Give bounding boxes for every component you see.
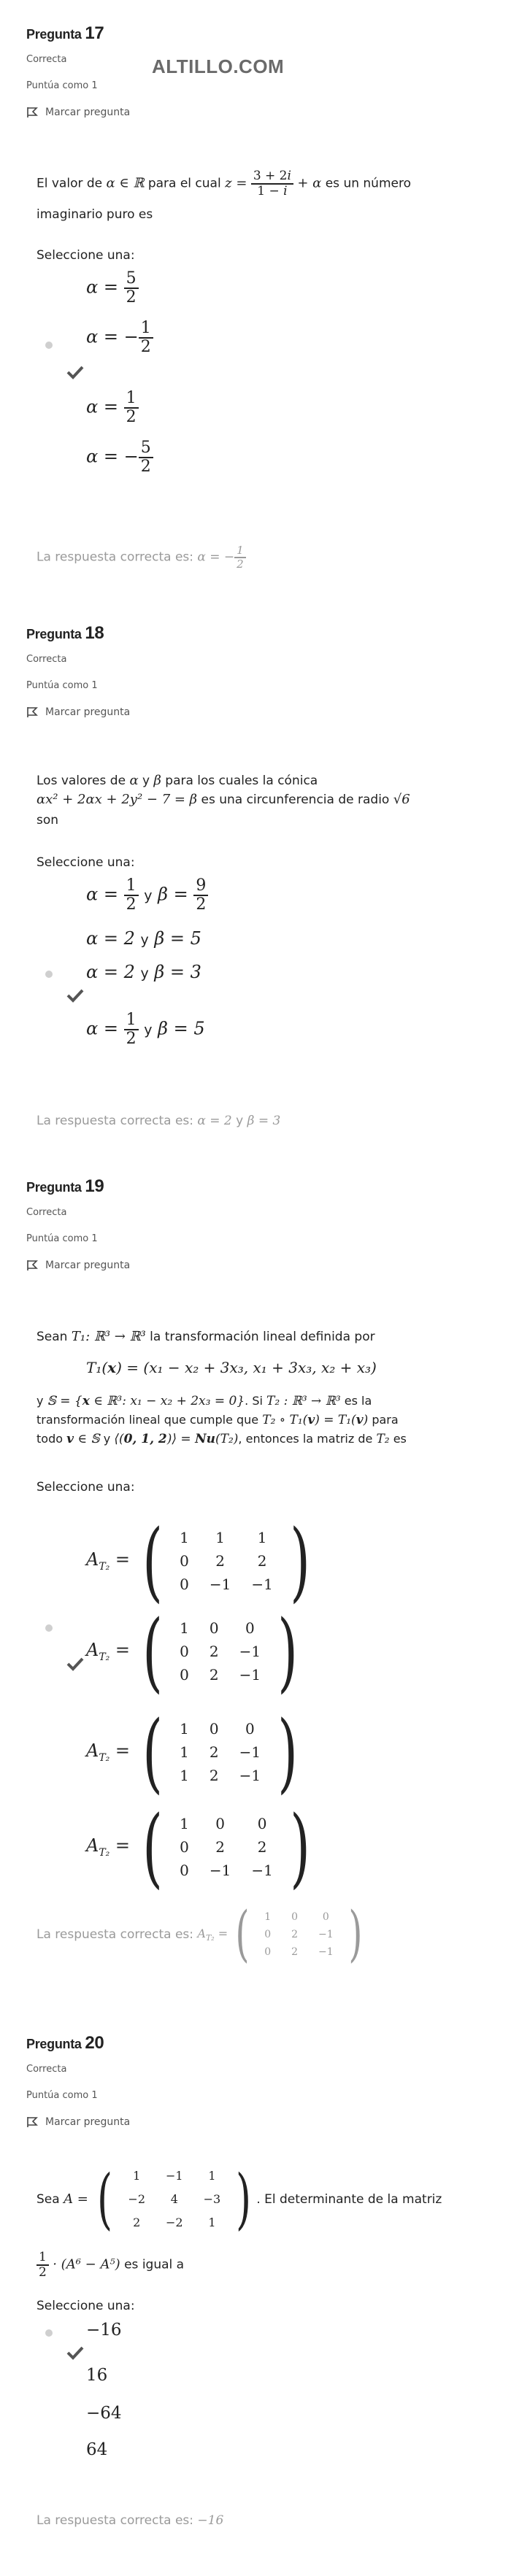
- matrix-cell-0-1: 0: [291, 1911, 299, 1923]
- matrix-cell-1-1: 2: [215, 1838, 225, 1856]
- question-text: Sea A = ( 1 −1 1 −2 4 −3 2 −2 1 ) . El determinante de la matriz: [36, 2161, 442, 2237]
- matrix-cell-2-2: −1: [239, 1666, 261, 1684]
- option-b[interactable]: α = − $\frac{1}{2}$: [86, 320, 153, 356]
- matrix-cell-2-1: 2: [209, 1767, 219, 1784]
- matrix-cell-1-1: 4: [170, 2192, 178, 2206]
- select-one-label: Seleccione una:: [36, 248, 135, 263]
- option-a[interactable]: α = $\frac{1}{2}$ y β = $\frac{9}{2}$: [86, 877, 208, 914]
- question-status: Correcta: [26, 2064, 67, 2075]
- selected-radio[interactable]: [45, 342, 53, 349]
- matrix-cell-0-0: 1: [180, 1720, 189, 1738]
- question-status: Correcta: [26, 654, 67, 665]
- selected-radio[interactable]: [45, 971, 53, 978]
- matrix-cell-2-2: −1: [318, 1946, 334, 1958]
- option-d[interactable]: α = − $\frac{5}{2}$: [86, 439, 153, 476]
- option-matrix: ( 1 1 1 0 2 2 0 −1 −1 ): [142, 1511, 310, 1611]
- matrix-cell-1-0: 1: [180, 1743, 189, 1761]
- question-text-4: todo v ∈ 𝕊 y ⟨(0, 1, 2)⟩ = Nu(T₂), entonces la matriz de T₂ es: [36, 1432, 407, 1446]
- option-d[interactable]: 64: [86, 2440, 108, 2459]
- select-one-label: Seleccione una:: [36, 1480, 135, 1495]
- option-c[interactable]: $A_{T_2}$ = ( 1 0 0 1 2 −1 1 2 −1 ): [86, 1709, 304, 1795]
- check-icon: [66, 2345, 85, 2360]
- matrix-cell-0-0: 1: [133, 2169, 141, 2183]
- question-score: Puntúa como 1: [26, 80, 98, 91]
- selected-radio[interactable]: [45, 1624, 53, 1632]
- question-text: Los valores de α y β para los cuales la cónica: [36, 773, 318, 788]
- question-text-2: $\frac{1}{2}$ · (A⁶ − A⁵) es igual a: [36, 2251, 184, 2279]
- matrix-cell-0-0: 1: [264, 1911, 272, 1923]
- question-text: Sean T₁: ℝ³ → ℝ³ la transformación lineal definida por: [36, 1329, 375, 1344]
- question-number: Pregunta 20: [26, 2033, 104, 2053]
- option-d[interactable]: $A_{T_2}$ = ( 1 0 0 0 2 2 0 −1 −1 ): [86, 1804, 317, 1890]
- option-c[interactable]: −64: [86, 2404, 122, 2423]
- option-c[interactable]: α = 2 y β = 3: [86, 962, 201, 982]
- matrix-cell-0-2: 1: [208, 2169, 216, 2183]
- matrix-cell-2-1: 2: [209, 1666, 219, 1684]
- option-matrix: ( 1 0 0 0 2 −1 0 2 −1 ): [142, 1601, 298, 1702]
- matrix-cell-2-0: 0: [264, 1946, 272, 1958]
- matrix-cell-2-2: −1: [251, 1862, 273, 1879]
- matrix-cell-2-2: −1: [239, 1767, 261, 1784]
- matrix-cell-0-2: 0: [245, 1720, 255, 1738]
- matrix-cell-2-0: 1: [180, 1767, 189, 1784]
- matrix-cell-1-1: 2: [291, 1929, 299, 1940]
- matrix-cell-1-1: 2: [215, 1552, 225, 1570]
- matrix-cell-2-2: 1: [208, 2216, 216, 2229]
- flag-icon: [26, 706, 38, 718]
- option-c[interactable]: α = $\frac{1}{2}$: [86, 390, 139, 426]
- correct-answer: La respuesta correcta es: α = 2 y β = 3: [36, 1114, 281, 1128]
- flag-icon: [26, 1260, 38, 1271]
- select-one-label: Seleccione una:: [36, 2299, 135, 2313]
- question-text-2: imaginario puro es: [36, 207, 153, 222]
- option-matrix: ( 1 0 0 1 2 −1 1 2 −1 ): [142, 1702, 298, 1802]
- option-b[interactable]: $A_{T_2}$ = ( 1 0 0 0 2 −1 0 2 −1 ): [86, 1608, 304, 1694]
- question-score: Puntúa como 1: [26, 1233, 98, 1244]
- matrix-cell-1-2: 2: [257, 1552, 267, 1570]
- matrix-cell-0-1: 0: [209, 1619, 219, 1637]
- question-number: Pregunta 18: [26, 623, 104, 643]
- question-number: Pregunta 17: [26, 23, 104, 43]
- question-text-3: son: [36, 813, 59, 828]
- matrix-cell-1-0: −2: [128, 2192, 146, 2206]
- matrix-cell-1-0: 0: [180, 1552, 189, 1570]
- matrix-cell-0-0: 1: [180, 1529, 189, 1546]
- correct-answer: La respuesta correcta es: $A_{T_2}$ = ( 1 0 0 0 2 −1 0 2 −1 ): [36, 1905, 367, 1964]
- flag-question-link[interactable]: Marcar pregunta: [26, 107, 130, 118]
- flag-icon: [26, 107, 38, 118]
- option-a[interactable]: −16: [86, 2321, 122, 2340]
- question-text: El valor de α ∈ ℝ para el cual z = $\frac{3 + 2i}{1 - i}$ + α es un número: [36, 169, 411, 198]
- matrix-cell-0-2: 0: [245, 1619, 255, 1637]
- matrix-cell-0-2: 0: [322, 1911, 329, 1923]
- answer-matrix: ( 1 0 0 0 2 −1 0 2 −1 ): [235, 1900, 363, 1969]
- matrix-cell-1-0: 0: [180, 1838, 189, 1856]
- matrix-cell-1-0: 0: [180, 1643, 189, 1660]
- question-formula: T₁(x) = (x₁ − x₂ + 3x₃, x₁ + 3x₃, x₂ + x₃): [86, 1359, 377, 1376]
- flag-question-link[interactable]: Marcar pregunta: [26, 2116, 130, 2128]
- matrix-cell-2-1: 2: [291, 1946, 299, 1958]
- matrix-cell-1-2: 2: [257, 1838, 267, 1856]
- select-one-label: Seleccione una:: [36, 855, 135, 870]
- matrix-cell-0-1: −1: [166, 2169, 183, 2183]
- matrix-cell-1-2: −1: [318, 1929, 334, 1940]
- matrix-cell-2-1: −1: [209, 1862, 231, 1879]
- check-icon: [66, 365, 85, 379]
- option-matrix: ( 1 0 0 0 2 2 0 −1 −1 ): [142, 1797, 310, 1897]
- matrix-cell-0-0: 1: [180, 1815, 189, 1832]
- option-a[interactable]: $A_{T_2}$ = ( 1 1 1 0 2 2 0 −1 −1 ): [86, 1518, 317, 1604]
- matrix-cell-1-1: 2: [209, 1643, 219, 1660]
- selected-radio[interactable]: [45, 2329, 53, 2337]
- flag-question-link[interactable]: Marcar pregunta: [26, 706, 130, 718]
- question-text-3: transformación lineal que cumple que T₂ ∘ T₁(v) = T₁(v) para: [36, 1413, 399, 1427]
- flag-icon: [26, 2116, 38, 2128]
- option-b[interactable]: 16: [86, 2366, 108, 2385]
- check-icon: [66, 988, 85, 1003]
- matrix-cell-0-1: 0: [209, 1720, 219, 1738]
- site-logo: ALTILLO.COM: [152, 55, 285, 77]
- matrix-cell-0-1: 0: [215, 1815, 225, 1832]
- matrix-cell-2-0: 0: [180, 1862, 189, 1879]
- check-icon: [66, 1657, 85, 1671]
- option-d[interactable]: α = $\frac{1}{2}$ y β = 5: [86, 1011, 205, 1049]
- matrix-cell-0-1: 1: [215, 1529, 225, 1546]
- matrix-cell-0-2: 1: [257, 1529, 267, 1546]
- matrix-cell-2-1: −1: [209, 1576, 231, 1593]
- matrix-cell-2-2: −1: [251, 1576, 273, 1593]
- matrix-A: ( 1 −1 1 −2 4 −3 2 −2 1 ): [97, 2161, 252, 2237]
- correct-answer: La respuesta correcta es: −16: [36, 2513, 224, 2528]
- matrix-cell-2-0: 0: [180, 1666, 189, 1684]
- matrix-cell-1-2: −3: [203, 2192, 221, 2206]
- question-status: Correcta: [26, 1207, 67, 1218]
- question-text-2: αx² + 2αx + 2y² − 7 = β es una circunferencia de radio √6: [36, 792, 410, 807]
- matrix-cell-1-0: 0: [264, 1929, 272, 1940]
- correct-answer: La respuesta correcta es: α = − $\frac{1}{2}$: [36, 544, 246, 570]
- question-text-2: y 𝕊 = {x ∈ ℝ³: x₁ − x₂ + 2x₃ = 0}. Si T₂ : ℝ³ → ℝ³ es la: [36, 1394, 372, 1408]
- question-score: Puntúa como 1: [26, 680, 98, 691]
- matrix-cell-1-2: −1: [239, 1643, 261, 1660]
- matrix-cell-2-1: −2: [166, 2216, 183, 2229]
- matrix-cell-0-0: 1: [180, 1619, 189, 1637]
- matrix-cell-0-2: 0: [257, 1815, 267, 1832]
- option-b[interactable]: α = 2 y β = 5: [86, 928, 201, 949]
- question-number: Pregunta 19: [26, 1176, 104, 1196]
- question-status: Correcta: [26, 54, 67, 65]
- matrix-cell-1-2: −1: [239, 1743, 261, 1761]
- option-a[interactable]: α = $\frac{5}{2}$: [86, 270, 139, 306]
- flag-question-link[interactable]: Marcar pregunta: [26, 1260, 130, 1271]
- matrix-cell-1-1: 2: [209, 1743, 219, 1761]
- matrix-cell-2-0: 2: [133, 2216, 141, 2229]
- question-score: Puntúa como 1: [26, 2090, 98, 2101]
- matrix-cell-2-0: 0: [180, 1576, 189, 1593]
